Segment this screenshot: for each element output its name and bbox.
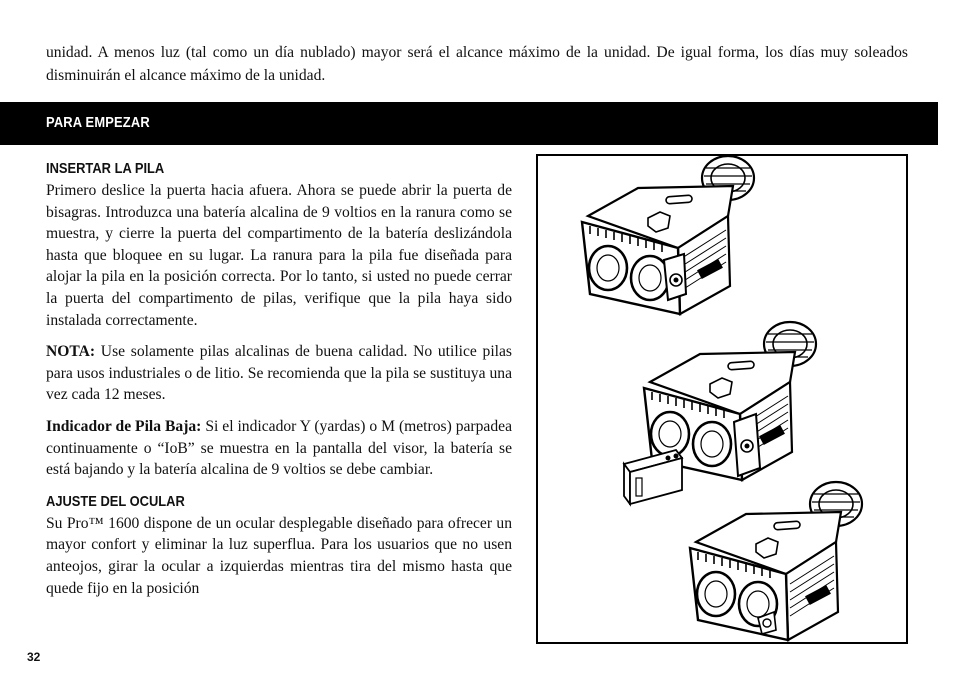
section-title: PARA EMPEZAR [46, 114, 150, 131]
note-paragraph [46, 341, 512, 406]
rangefinder-door-open-illustration [582, 156, 754, 314]
rangefinder-door-closed-illustration [690, 482, 862, 640]
insert-battery-heading: INSERTAR LA PILA [46, 160, 165, 177]
rangefinder-battery-insert-illustration [624, 322, 816, 504]
section-banner [0, 102, 938, 145]
eyepiece-heading: AJUSTE DEL OCULAR [46, 492, 185, 510]
low-battery-label: Indicador de Pila Baja: [46, 417, 202, 435]
note-label: NOTA: [46, 343, 96, 361]
low-battery-paragraph [46, 416, 512, 481]
eyepiece-text: Su Pro™ 1600 dispone de un ocular desplegable diseñado para ofrecer un mayor confort y eliminar la luz superflua. Para los usuarios que no usen anteojos, girar la ocular a izquierdas mientras tira del mismo hasta que quede fijo en la posición [46, 514, 512, 597]
insert-battery-text: Primero deslice la puerta hacia afuera. Ahora se puede abrir la puerta de bisagras. Introduzca una batería alcalina de 9 voltios en la ranura como se muestra, y cierre la puerta del compartimento de la batería deslizándola hasta que bloquee en su lugar. La ranura para la pila fue diseñada para alojar la pila en la posición correcta. Por lo tanto, si usted no puede cerrar la puerta del compartimento de pilas, verifique que la pila haya sido instalada correctamente. [46, 182, 512, 329]
battery-installation-figure [536, 154, 908, 644]
note-text: Use solamente pilas alcalinas de buena calidad. No utilice pilas para usos industriales o de litio. Se recomienda que la pila se sustituya una vez cada 12 meses. [46, 343, 512, 404]
left-column [46, 158, 512, 599]
figure-canvas [538, 156, 906, 642]
low-battery-text: Si el indicador Y (yardas) o M (metros) parpadea continuamente o “IoB” se muestra en la pantalla del visor, la batería se está bajando y la batería alcalina de 9 voltios se debe cambiar. [46, 417, 512, 479]
page-number: 32 [27, 650, 41, 664]
intro-paragraph: unidad. A menos luz (tal como un día nublado) mayor será el alcance máximo de la unidad. De igual forma, los días muy soleados disminuirán el alcance máximo de la unidad. [46, 44, 908, 84]
